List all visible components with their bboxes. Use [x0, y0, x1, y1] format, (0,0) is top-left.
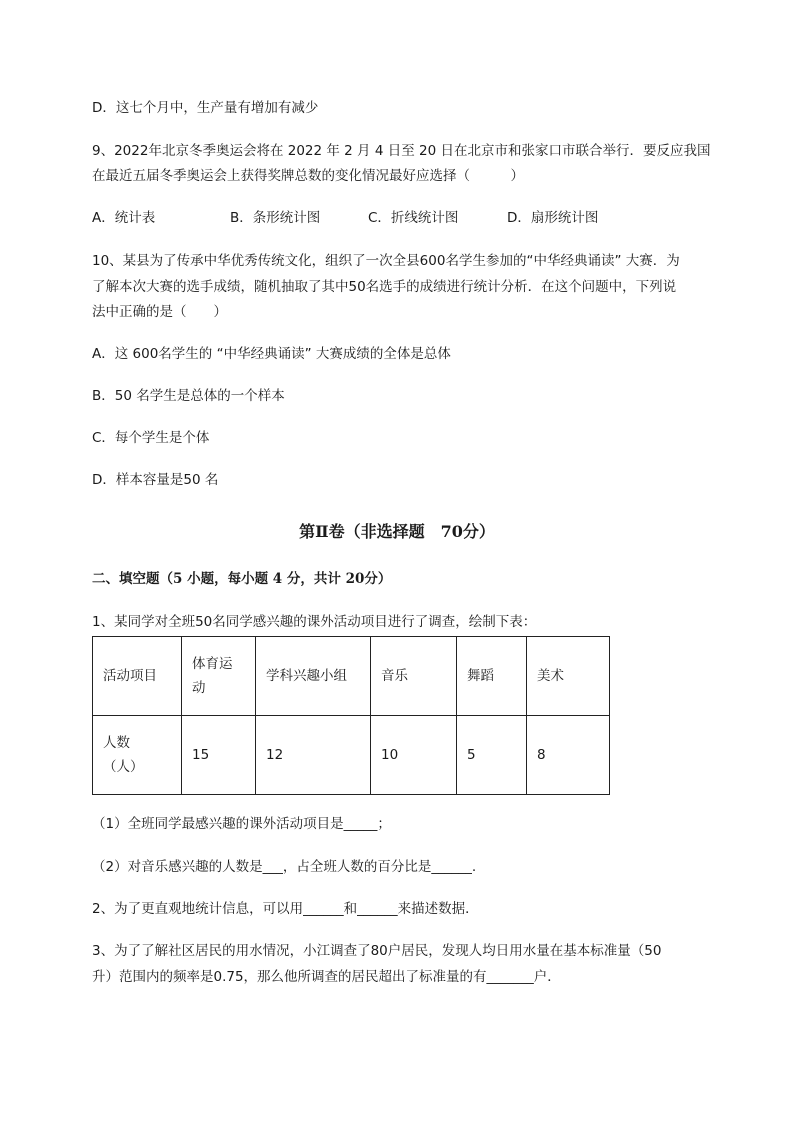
- q9-stem-line-1: 9、2022年北京冬季奥运会将在 2022 年 2 月 4 日至 20 日在北京市和张家口市联合举行．要反应我国: [92, 143, 711, 159]
- q10-option-b: B．50 名学生是总体的一个样本: [92, 388, 285, 404]
- table-header-cell: 美术: [527, 637, 610, 716]
- table-cell: 12: [256, 716, 371, 795]
- table-row: [93, 716, 610, 795]
- section-title: 第Ⅱ卷（非选择题 70分）: [299, 522, 495, 541]
- fill3-stem-line-2: 升）范围内的频率是0.75，那么他所调查的居民超出了标准量的有_______户．: [92, 969, 561, 985]
- fill3-stem-line-1: 3、为了了解社区居民的用水情况，小江调查了80户居民，发现人均日用水量在基本标准量（50: [92, 943, 662, 959]
- q9-option-d: D．扇形统计图: [507, 210, 599, 226]
- q10-option-a: A．这 600名学生的 “中华经典诵读” 大赛成绩的全体是总体: [92, 346, 451, 362]
- q9-option-b: B．条形统计图: [230, 210, 321, 226]
- part2-heading: 二、填空题（5 小题，每小题 4 分，共计 20分）: [92, 571, 392, 587]
- q9-stem-line-2: 在最近五届冬季奥运会上获得奖牌总数的变化情况最好应选择（ ）: [92, 168, 524, 184]
- table-row-label: 人数 （人）: [93, 716, 182, 795]
- table-header-cell: 活动项目: [93, 637, 182, 716]
- q10-stem-line-3: 法中正确的是（ ）: [92, 304, 227, 320]
- q8-option-d: D．这七个月中，生产量有增加有减少: [92, 100, 319, 116]
- table-cell: 5: [457, 716, 527, 795]
- fill1-stem: 1、某同学对全班50名同学感兴趣的课外活动项目进行了调查，绘制下表：: [92, 614, 537, 630]
- table-cell: 10: [371, 716, 457, 795]
- activity-table: [92, 636, 610, 795]
- fill1-question-2: （2）对音乐感兴趣的人数是___，占全班人数的百分比是______.: [92, 859, 477, 875]
- table-header-cell: 舞蹈: [457, 637, 527, 716]
- q9-option-c: C．折线统计图: [368, 210, 459, 226]
- q10-option-c: C．每个学生是个体: [92, 430, 210, 446]
- table-header-row: [93, 637, 610, 716]
- fill2-stem: 2、为了更直观地统计信息，可以用______和______来描述数据．: [92, 901, 479, 917]
- q9-option-a: A．统计表: [92, 210, 156, 226]
- table-cell: 15: [182, 716, 256, 795]
- table-header-cell: 音乐: [371, 637, 457, 716]
- table-cell: 8: [527, 716, 610, 795]
- q10-option-d: D．样本容量是50 名: [92, 472, 219, 488]
- table-header-cell: 体育运 动: [182, 637, 256, 716]
- q10-stem-line-2: 了解本次大赛的选手成绩，随机抽取了其中50名选手的成绩进行统计分析．在这个问题中，下列说: [92, 279, 677, 295]
- table-header-cell: 学科兴趣小组: [256, 637, 371, 716]
- q10-stem-line-1: 10、某县为了传承中华优秀传统文化，组织了一次全县600名学生参加的“中华经典诵读” 大赛．为: [92, 253, 680, 269]
- fill1-question-1: （1）全班同学最感兴趣的课外活动项目是_____；: [92, 816, 391, 832]
